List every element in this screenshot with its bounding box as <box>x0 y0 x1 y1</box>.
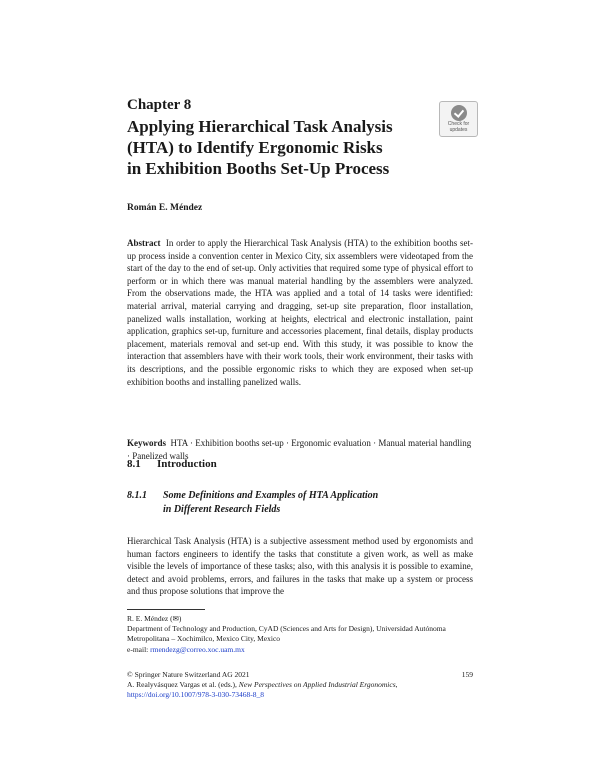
section-title: Introduction <box>157 458 217 470</box>
chapter-title <box>127 116 417 179</box>
copyright-line: © Springer Nature Switzerland AG 2021 <box>127 670 250 679</box>
chapter-title-line: in Exhibition Booths Set-Up Process <box>127 159 390 178</box>
badge-label-line1: Check for <box>447 121 470 127</box>
book-title: New Perspectives on Applied Industrial Ergonomics <box>238 680 396 690</box>
badge-label-line2: updates <box>449 126 468 133</box>
chapter-title-line: Applying Hierarchical Task Analysis <box>127 117 393 136</box>
section-heading <box>127 458 217 470</box>
editors: A. Realyvásquez Vargas et al. (eds.), <box>127 680 237 690</box>
keywords-heading: Keywords <box>127 438 166 448</box>
footnote-author: R. E. Méndez (✉) <box>127 614 182 623</box>
copyright-block: © Springer Nature Switzerland AG 2021 159 A. Realyvásquez Vargas et al. (eds.), New Perspectives on Applied Industrial Ergonomics, https://doi.org/10.1007/978-3-030-73468-8_8 <box>127 670 473 700</box>
chapter-title-line: (HTA) to Identify Ergonomic Risks <box>127 138 383 157</box>
check-icon <box>451 105 467 121</box>
footnote-affiliation: Department of Technology and Production, CyAD (Sciences and Arts for Design), Universidad Autónoma Metropolitana – Xochimilco, Mexico City, Mexico <box>127 624 446 644</box>
keywords-text: HTA · Exhibition booths set-up · Ergonomic evaluation · Manual material handling · Panelized walls <box>127 438 472 461</box>
body-paragraph: Hierarchical Task Analysis (HTA) is a subjective assessment method used by ergonomists and human factors engineers to identify the tasks that constitute a given work, as well as make visible the levels of importance of these tasks; also, with this analysis it is possible to examine, detect and avoid problems, errors, and failures in the tasks that make up a system or process and thus propose solutions that improve the <box>127 536 473 597</box>
abstract-text: In order to apply the Hierarchical Task Analysis (HTA) to the exhibition booths set-up process inside a convention center in Mexico City, six assemblers were videotaped from the start of the day to the end of set-up. Only activities that required some type of physical effort to perform or in which there was manual material handling by the assemblers were analyzed. From the observations made, the HTA was applied and a total of 14 tasks were identified: material arrival, material carrying and dragging, set-up site preparation, floor installation, panelized walls installation, working at heights, electrical and electronic installation, paint application, graphics set-up, furniture and accessories placement, final details, display products placement, materials removal and set-up end. With this study, it was possible to know the interaction that assemblers have with their work tools, their work environment, their tasks with its descriptions, and the possible ergonomic risks to which they are exposed when set-up exhibition booths and installing panelized walls. <box>127 238 474 387</box>
check-for-updates-badge[interactable] <box>439 101 478 137</box>
section-number: 8.1 <box>127 458 141 470</box>
subsection-title-line2: in Different Research Fields <box>163 504 281 515</box>
chapter-label: Chapter 8 <box>127 97 192 113</box>
subsection-number: 8.1.1 <box>127 490 147 501</box>
email-link[interactable]: rmendezg@correo.xoc.uam.mx <box>150 644 245 654</box>
subsection-heading <box>127 489 467 517</box>
subsection-title-line1: Some Definitions and Examples of HTA Application <box>163 490 379 501</box>
footnote-email-row <box>127 645 473 655</box>
footnote-divider <box>127 609 205 610</box>
abstract-heading: Abstract <box>127 238 161 248</box>
author-footnote <box>127 614 473 655</box>
doi-link[interactable]: https://doi.org/10.1007/978-3-030-73468-8_8 <box>127 690 264 700</box>
page-number: 159 <box>461 670 473 679</box>
author-name: Román E. Méndez <box>127 203 203 213</box>
email-label: e-mail: <box>127 644 149 654</box>
abstract <box>127 237 473 388</box>
